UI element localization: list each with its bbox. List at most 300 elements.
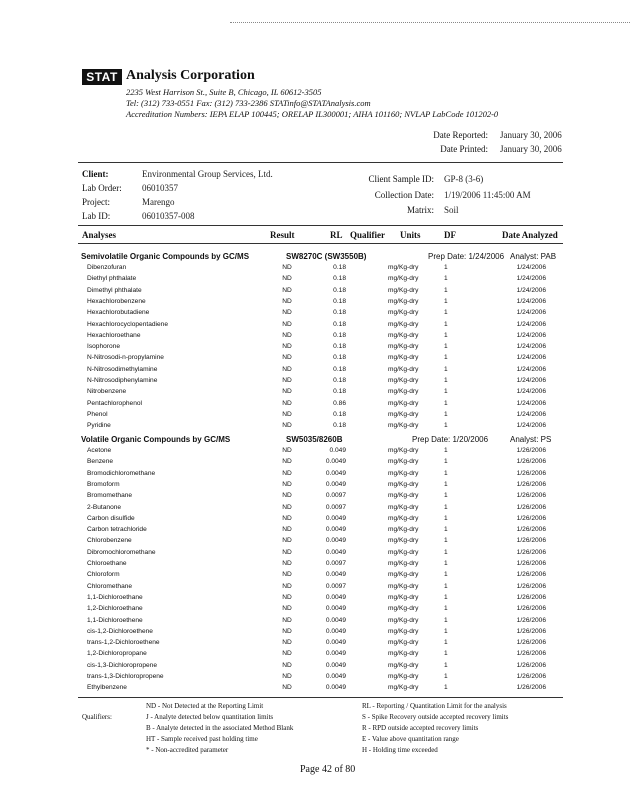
cell-date: 1/24/2006 xyxy=(516,297,546,305)
table-row xyxy=(0,502,642,513)
section-prep-date: Prep Date: 1/24/2006 xyxy=(428,252,505,261)
company-logo: STAT xyxy=(82,69,122,85)
cell-result: ND xyxy=(282,673,292,680)
table-row xyxy=(0,682,642,693)
cell-rl: 0.18 xyxy=(333,275,346,283)
cell-analyte: Hexachlorobutadiene xyxy=(87,309,150,317)
cell-date: 1/26/2006 xyxy=(516,639,546,647)
cell-rl: 0.18 xyxy=(333,354,346,362)
cell-analyte: Dimethyl phthalate xyxy=(87,286,142,294)
cell-units: mg/Kg-dry xyxy=(388,320,419,328)
cell-result: ND xyxy=(282,399,292,407)
cell-df: 1 xyxy=(444,309,448,317)
divider-columns-top xyxy=(78,225,563,226)
cell-result: ND xyxy=(282,275,292,283)
cell-result: ND xyxy=(282,410,292,418)
section-title: Volatile Organic Compounds by GC/MS xyxy=(81,435,231,444)
cell-df: 1 xyxy=(444,422,448,430)
divider-columns-bottom xyxy=(78,243,563,244)
cell-analyte: trans-1,3-Dichloropropene xyxy=(87,673,164,680)
cell-units: mg/Kg-dry xyxy=(388,377,419,384)
cell-units: mg/Kg-dry xyxy=(388,365,419,373)
cell-rl: 0.0049 xyxy=(325,458,346,466)
cell-units: mg/Kg-dry xyxy=(388,422,419,430)
cell-df: 1 xyxy=(444,627,448,635)
cell-date: 1/26/2006 xyxy=(516,684,546,692)
cell-df: 1 xyxy=(444,684,448,692)
cell-analyte: trans-1,2-Dichloroethene xyxy=(87,639,160,647)
table-row xyxy=(0,558,642,569)
table-row xyxy=(0,285,642,296)
cell-rl: 0.18 xyxy=(333,343,346,351)
divider-legend xyxy=(78,697,563,698)
legend-e: E - Value above quantitation range xyxy=(362,735,459,743)
table-row xyxy=(0,547,642,558)
table-row xyxy=(0,352,642,363)
cell-df: 1 xyxy=(444,480,448,488)
cell-rl: 0.18 xyxy=(333,286,346,294)
cell-rl: 0.0097 xyxy=(325,582,346,590)
table-row xyxy=(0,479,642,490)
table-row xyxy=(0,513,642,524)
section-analyst: Analyst: PS xyxy=(510,435,552,444)
cell-rl: 0.0049 xyxy=(325,571,346,579)
cell-analyte: Phenol xyxy=(87,410,108,418)
client-sample-id-label: Client Sample ID: xyxy=(368,174,434,184)
table-row xyxy=(0,273,642,284)
cell-date: 1/26/2006 xyxy=(516,605,546,613)
cell-df: 1 xyxy=(444,582,448,590)
cell-df: 1 xyxy=(444,377,448,384)
date-reported-label: Date Reported: xyxy=(433,130,488,140)
cell-date: 1/26/2006 xyxy=(516,650,546,658)
cell-rl: 0.18 xyxy=(333,410,346,418)
cell-units: mg/Kg-dry xyxy=(388,354,419,362)
cell-df: 1 xyxy=(444,343,448,351)
cell-result: ND xyxy=(282,639,292,647)
table-row xyxy=(0,409,642,420)
cell-analyte: N-Nitrosodi-n-propylamine xyxy=(87,354,164,362)
cell-analyte: Chloromethane xyxy=(87,582,133,590)
cell-units: mg/Kg-dry xyxy=(388,661,419,669)
cell-df: 1 xyxy=(444,605,448,613)
client-sample-id-value: GP-8 (3-6) xyxy=(444,174,484,184)
table-row xyxy=(0,490,642,501)
cell-rl: 0.0049 xyxy=(325,627,346,635)
cell-result: ND xyxy=(282,627,292,635)
cell-result: ND xyxy=(282,320,292,328)
section-prep-date: Prep Date: 1/20/2006 xyxy=(412,435,489,444)
cell-units: mg/Kg-dry xyxy=(388,582,419,590)
legend-s: S - Spike Recovery outside accepted recovery limits xyxy=(362,713,509,721)
cell-df: 1 xyxy=(444,458,448,466)
cell-rl: 0.0049 xyxy=(325,469,346,477)
cell-rl: 0.0049 xyxy=(325,537,346,545)
cell-result: ND xyxy=(282,605,292,613)
cell-df: 1 xyxy=(444,673,448,680)
lab-id-value: 06010357-008 xyxy=(142,211,195,221)
cell-analyte: 1,2-Dichloropropane xyxy=(87,650,147,658)
matrix-label: Matrix: xyxy=(407,205,434,215)
col-result: Result xyxy=(270,230,295,240)
cell-date: 1/26/2006 xyxy=(516,548,546,556)
cell-units: mg/Kg-dry xyxy=(388,480,419,488)
cell-units: mg/Kg-dry xyxy=(388,492,419,500)
cell-result: ND xyxy=(282,492,292,500)
col-date-analyzed: Date Analyzed xyxy=(502,230,558,240)
cell-rl: 0.0049 xyxy=(325,593,346,601)
table-row xyxy=(0,341,642,352)
cell-analyte: Pentachlorophenol xyxy=(87,399,142,407)
lab-order-label: Lab Order: xyxy=(82,183,122,193)
cell-df: 1 xyxy=(444,526,448,534)
cell-rl: 0.0049 xyxy=(325,480,346,488)
lab-id-label: Lab ID: xyxy=(82,211,111,221)
cell-analyte: Dibromochloromethane xyxy=(87,548,156,556)
section-analyst: Analyst: PAB xyxy=(510,252,557,261)
cell-result: ND xyxy=(282,354,292,362)
cell-analyte: Bromodichloromethane xyxy=(87,469,156,477)
col-units: Units xyxy=(400,230,421,240)
cell-result: ND xyxy=(282,331,292,339)
col-df: DF xyxy=(444,230,456,240)
cell-rl: 0.0049 xyxy=(325,673,346,680)
table-row xyxy=(0,660,642,671)
cell-date: 1/26/2006 xyxy=(516,582,546,590)
cell-date: 1/26/2006 xyxy=(516,458,546,466)
cell-units: mg/Kg-dry xyxy=(388,275,419,283)
col-qualifier: Qualifier xyxy=(350,230,385,240)
cell-df: 1 xyxy=(444,661,448,669)
qualifiers-label: Qualifiers: xyxy=(82,713,112,721)
cell-date: 1/26/2006 xyxy=(516,447,546,454)
cell-df: 1 xyxy=(444,650,448,658)
cell-result: ND xyxy=(282,684,292,692)
cell-analyte: N-Nitrosodiphenylamine xyxy=(87,377,158,384)
cell-result: ND xyxy=(282,458,292,466)
section-method: SW5035/8260B xyxy=(286,435,343,444)
cell-result: ND xyxy=(282,480,292,488)
cell-date: 1/24/2006 xyxy=(516,264,546,271)
table-row xyxy=(0,524,642,535)
cell-analyte: Chlorobenzene xyxy=(87,537,132,545)
cell-units: mg/Kg-dry xyxy=(388,616,419,624)
cell-date: 1/26/2006 xyxy=(516,616,546,624)
date-reported-value: January 30, 2006 xyxy=(500,130,562,140)
cell-units: mg/Kg-dry xyxy=(388,399,419,407)
col-rl: RL xyxy=(330,230,343,240)
cell-analyte: 1,1-Dichloroethene xyxy=(87,616,143,624)
cell-result: ND xyxy=(282,503,292,511)
cell-units: mg/Kg-dry xyxy=(388,673,419,680)
cell-date: 1/24/2006 xyxy=(516,377,546,384)
cell-rl: 0.18 xyxy=(333,320,346,328)
cell-units: mg/Kg-dry xyxy=(388,309,419,317)
client-label: Client: xyxy=(82,169,109,179)
table-row xyxy=(0,364,642,375)
cell-result: ND xyxy=(282,560,292,567)
cell-analyte: Bromomethane xyxy=(87,492,133,500)
cell-df: 1 xyxy=(444,365,448,373)
cell-date: 1/26/2006 xyxy=(516,492,546,500)
cell-date: 1/24/2006 xyxy=(516,354,546,362)
cell-units: mg/Kg-dry xyxy=(388,537,419,545)
cell-analyte: Dibenzofuran xyxy=(87,264,127,271)
cell-result: ND xyxy=(282,582,292,590)
cell-result: ND xyxy=(282,309,292,317)
table-row xyxy=(0,648,642,659)
cell-df: 1 xyxy=(444,503,448,511)
table-row xyxy=(0,592,642,603)
cell-date: 1/24/2006 xyxy=(516,286,546,294)
table-row xyxy=(0,420,642,431)
cell-df: 1 xyxy=(444,616,448,624)
cell-date: 1/24/2006 xyxy=(516,410,546,418)
cell-rl: 0.18 xyxy=(333,388,346,396)
cell-df: 1 xyxy=(444,492,448,500)
cell-units: mg/Kg-dry xyxy=(388,650,419,658)
cell-date: 1/26/2006 xyxy=(516,560,546,567)
cell-result: ND xyxy=(282,264,292,271)
cell-result: ND xyxy=(282,447,292,454)
cell-df: 1 xyxy=(444,410,448,418)
scan-dotted-line xyxy=(230,22,630,23)
company-contact: Tel: (312) 733-0551 Fax: (312) 733-2386 STATinfo@STATAnalysis.com xyxy=(126,98,371,108)
cell-date: 1/24/2006 xyxy=(516,422,546,430)
cell-units: mg/Kg-dry xyxy=(388,388,419,396)
cell-result: ND xyxy=(282,422,292,430)
cell-analyte: Ethylbenzene xyxy=(87,684,127,692)
cell-analyte: 1,1-Dichloroethane xyxy=(87,593,143,601)
cell-analyte: cis-1,2-Dichloroethene xyxy=(87,627,153,635)
cell-date: 1/26/2006 xyxy=(516,526,546,534)
cell-analyte: Pyridine xyxy=(87,422,111,430)
cell-units: mg/Kg-dry xyxy=(388,469,419,477)
cell-rl: 0.18 xyxy=(333,297,346,305)
section-title: Semivolatile Organic Compounds by GC/MS xyxy=(81,252,250,261)
cell-units: mg/Kg-dry xyxy=(388,526,419,534)
cell-units: mg/Kg-dry xyxy=(388,410,419,418)
col-analyses: Analyses xyxy=(82,230,117,240)
cell-units: mg/Kg-dry xyxy=(388,560,419,567)
cell-analyte: Bromoform xyxy=(87,480,120,488)
cell-analyte: Benzene xyxy=(87,458,114,466)
cell-result: ND xyxy=(282,286,292,294)
client-value: Environmental Group Services, Ltd. xyxy=(142,169,273,179)
cell-result: ND xyxy=(282,377,292,384)
cell-result: ND xyxy=(282,514,292,522)
cell-rl: 0.0097 xyxy=(325,492,346,500)
table-row xyxy=(0,319,642,330)
cell-units: mg/Kg-dry xyxy=(388,447,419,454)
cell-result: ND xyxy=(282,388,292,396)
cell-df: 1 xyxy=(444,264,448,271)
cell-rl: 0.0097 xyxy=(325,560,346,567)
cell-date: 1/26/2006 xyxy=(516,593,546,601)
table-row xyxy=(0,398,642,409)
cell-result: ND xyxy=(282,661,292,669)
cell-units: mg/Kg-dry xyxy=(388,593,419,601)
cell-units: mg/Kg-dry xyxy=(388,286,419,294)
table-row xyxy=(0,626,642,637)
lab-order-value: 06010357 xyxy=(142,183,178,193)
table-row xyxy=(0,330,642,341)
table-row xyxy=(0,375,642,386)
company-address: 2235 West Harrison St., Suite B, Chicago, IL 60612-3505 xyxy=(126,87,322,97)
date-printed-value: January 30, 2006 xyxy=(500,144,562,154)
divider-top xyxy=(78,162,563,163)
cell-df: 1 xyxy=(444,548,448,556)
cell-date: 1/26/2006 xyxy=(516,571,546,579)
cell-date: 1/26/2006 xyxy=(516,661,546,669)
cell-rl: 0.18 xyxy=(333,331,346,339)
cell-result: ND xyxy=(282,365,292,373)
cell-date: 1/24/2006 xyxy=(516,275,546,283)
cell-df: 1 xyxy=(444,469,448,477)
cell-df: 1 xyxy=(444,560,448,567)
table-row xyxy=(0,615,642,626)
legend-rl: RL - Reporting / Quantitation Limit for the analysis xyxy=(362,702,507,710)
cell-analyte: cis-1,3-Dichloropropene xyxy=(87,661,158,669)
project-label: Project: xyxy=(82,197,110,207)
cell-units: mg/Kg-dry xyxy=(388,605,419,613)
legend-b: B - Analyte detected in the associated Method Blank xyxy=(146,724,294,732)
cell-df: 1 xyxy=(444,275,448,283)
table-row xyxy=(0,456,642,467)
cell-df: 1 xyxy=(444,571,448,579)
cell-df: 1 xyxy=(444,399,448,407)
company-name: Analysis Corporation xyxy=(126,68,255,83)
cell-date: 1/24/2006 xyxy=(516,388,546,396)
date-printed-label: Date Printed: xyxy=(440,144,488,154)
cell-df: 1 xyxy=(444,297,448,305)
cell-rl: 0.18 xyxy=(333,365,346,373)
cell-units: mg/Kg-dry xyxy=(388,264,419,271)
cell-result: ND xyxy=(282,469,292,477)
cell-result: ND xyxy=(282,571,292,579)
table-row xyxy=(0,671,642,682)
cell-result: ND xyxy=(282,526,292,534)
cell-rl: 0.0097 xyxy=(325,503,346,511)
cell-analyte: Acetone xyxy=(87,447,112,454)
cell-analyte: Carbon tetrachloride xyxy=(87,526,147,534)
cell-date: 1/26/2006 xyxy=(516,673,546,680)
table-row xyxy=(0,468,642,479)
cell-units: mg/Kg-dry xyxy=(388,627,419,635)
cell-result: ND xyxy=(282,343,292,351)
cell-df: 1 xyxy=(444,447,448,454)
cell-df: 1 xyxy=(444,286,448,294)
cell-df: 1 xyxy=(444,331,448,339)
legend-j: J - Analyte detected below quantitation limits xyxy=(146,713,274,721)
cell-analyte: 1,2-Dichloroethane xyxy=(87,605,143,613)
cell-rl: 0.0049 xyxy=(325,650,346,658)
cell-rl: 0.86 xyxy=(333,399,346,407)
cell-rl: 0.0049 xyxy=(325,605,346,613)
cell-units: mg/Kg-dry xyxy=(388,343,419,351)
cell-date: 1/24/2006 xyxy=(516,365,546,373)
table-row xyxy=(0,296,642,307)
cell-analyte: 2-Butanone xyxy=(87,503,122,511)
cell-date: 1/26/2006 xyxy=(516,537,546,545)
cell-date: 1/26/2006 xyxy=(516,469,546,477)
cell-rl: 0.0049 xyxy=(325,616,346,624)
cell-result: ND xyxy=(282,650,292,658)
cell-analyte: Hexachloroethane xyxy=(87,331,141,339)
table-row xyxy=(0,262,642,273)
page-number: Page 42 of 80 xyxy=(300,764,356,775)
cell-rl: 0.0049 xyxy=(325,684,346,692)
matrix-value: Soil xyxy=(444,205,459,215)
table-row xyxy=(0,535,642,546)
cell-result: ND xyxy=(282,537,292,545)
cell-df: 1 xyxy=(444,639,448,647)
cell-analyte: N-Nitrosodimethylamine xyxy=(87,365,158,373)
cell-df: 1 xyxy=(444,537,448,545)
cell-rl: 0.18 xyxy=(333,422,346,430)
cell-rl: 0.049 xyxy=(329,447,346,454)
cell-date: 1/26/2006 xyxy=(516,514,546,522)
cell-units: mg/Kg-dry xyxy=(388,514,419,522)
legend-star: * - Non-accredited parameter xyxy=(146,746,229,754)
cell-date: 1/24/2006 xyxy=(516,331,546,339)
cell-df: 1 xyxy=(444,388,448,396)
cell-date: 1/24/2006 xyxy=(516,309,546,317)
section-method: SW8270C (SW3550B) xyxy=(286,252,367,261)
cell-analyte: Nitrobenzene xyxy=(87,388,127,396)
cell-units: mg/Kg-dry xyxy=(388,331,419,339)
cell-units: mg/Kg-dry xyxy=(388,548,419,556)
cell-rl: 0.18 xyxy=(333,377,346,384)
collection-date-value: 1/19/2006 11:45:00 AM xyxy=(444,190,531,200)
cell-rl: 0.0049 xyxy=(325,661,346,669)
cell-rl: 0.0049 xyxy=(325,548,346,556)
cell-result: ND xyxy=(282,297,292,305)
cell-units: mg/Kg-dry xyxy=(388,639,419,647)
table-row xyxy=(0,307,642,318)
cell-df: 1 xyxy=(444,593,448,601)
legend-h: H - Holding time exceeded xyxy=(362,746,438,754)
cell-analyte: Chloroform xyxy=(87,571,120,579)
legend-r: R - RPD outside accepted recovery limits xyxy=(362,724,479,732)
cell-date: 1/26/2006 xyxy=(516,503,546,511)
cell-analyte: Hexachlorobenzene xyxy=(87,297,146,305)
cell-rl: 0.18 xyxy=(333,264,346,271)
project-value: Marengo xyxy=(142,197,175,207)
legend-nd: ND - Not Detected at the Reporting Limit xyxy=(146,702,264,710)
cell-analyte: Chloroethane xyxy=(87,560,127,567)
cell-units: mg/Kg-dry xyxy=(388,503,419,511)
table-row xyxy=(0,386,642,397)
cell-result: ND xyxy=(282,616,292,624)
accreditation-numbers: Accreditation Numbers: IEPA ELAP 100445; ORELAP IL300001; AIHA 101160; NVLAP LabCode 101202-0 xyxy=(126,109,499,119)
cell-units: mg/Kg-dry xyxy=(388,297,419,305)
cell-analyte: Hexachlorocyclopentadiene xyxy=(87,320,169,328)
cell-date: 1/26/2006 xyxy=(516,627,546,635)
cell-df: 1 xyxy=(444,320,448,328)
table-row xyxy=(0,445,642,456)
cell-result: ND xyxy=(282,548,292,556)
cell-analyte: Isophorone xyxy=(87,343,120,351)
cell-date: 1/24/2006 xyxy=(516,343,546,351)
cell-df: 1 xyxy=(444,354,448,362)
table-row xyxy=(0,603,642,614)
table-row xyxy=(0,637,642,648)
cell-analyte: Diethyl phthalate xyxy=(87,275,137,283)
cell-units: mg/Kg-dry xyxy=(388,571,419,579)
cell-units: mg/Kg-dry xyxy=(388,684,419,692)
legend-ht: HT - Sample received past holding time xyxy=(146,735,258,743)
